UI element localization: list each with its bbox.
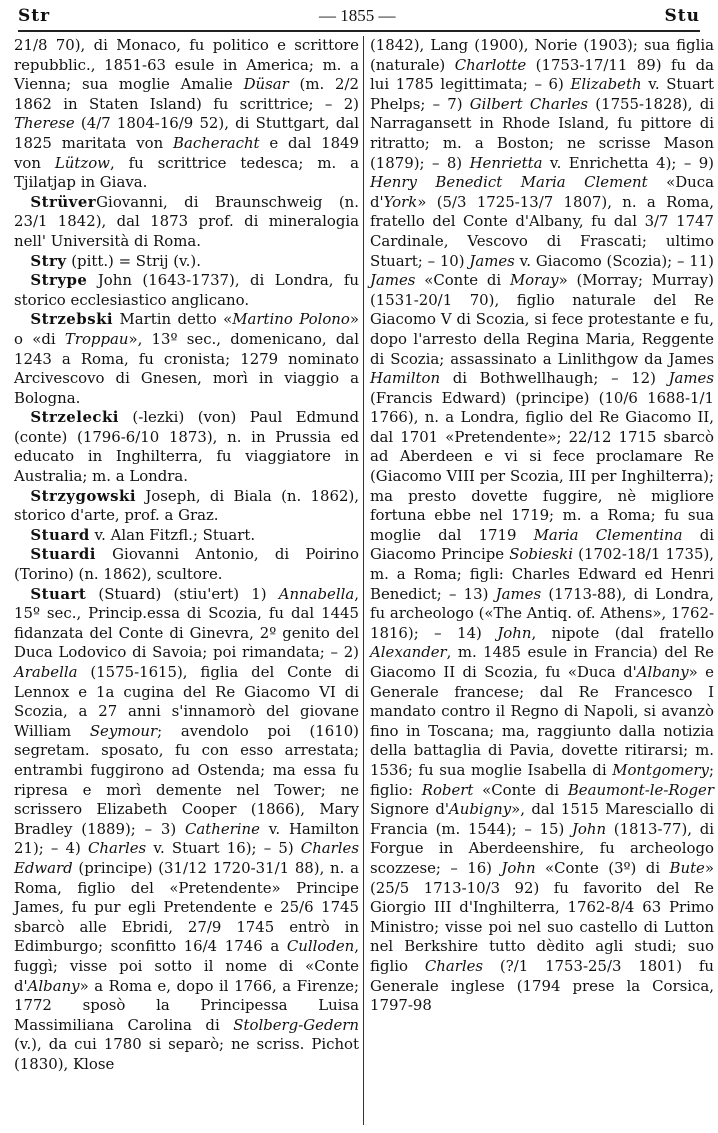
entry-stry: Stry (pitt.) = Strij (v.). [30,251,201,270]
entry-continuation: 21/8 70), di Monaco, fu politico e scrittore repubblic., 1851-63 esule in America; m. a Vienna; sua moglie Amalie Düsar (m. 2/2 1862 in Staten Island) fu scrittrice; – 2) Therese (4/7 1804-16/9 52), di Stuttgart, dal 1825 maritata von Bacheracht e dal 1849 von Lützow, fu scrittrice tedesca; m. a Tjilatjap in Giava. [14,36,359,192]
headword: Stry [30,251,67,270]
headword: Strype [30,271,88,290]
headword: Strzelecki [30,408,119,427]
entry-strzygowski: Strzygowski Joseph, di Biala (n. 1862), storico d'arte, prof. a Graz. [14,486,359,525]
entry-stuart: Stuart (Stuard) (stiu'ert) 1) Annabella, 15º sec., Princip.essa di Scozia, fu dal 1445 fidanzata del Conte di Ginevra, 2º genito del Duca Lodovico di Savoia; poi rimandata; – 2) Arabella (1575-1615), figlia del Conte di Lennox e 1a cugina del Re Giacomo VI di Scozia, a 27 anni s'innamorò del giovane William Seymour; avendolo poi (1610) segretam. sposato, fu con esso arrestata; entrambi fuggirono ad Ostenda; ma essa fu ripresa e morì demente nel Tower; ne scrissero Elizabeth Cooper (1866), Mary Bradley (1889); – 3) Catherine v. Hamilton 21); – 4) Charles v. Stuart 16); – 5) Charles Edward (principe) (31/12 1720-31/1 88), n. a Roma, figlio del «Pretendente» Principe James, fu pur egli Pretendente e 25/6 1745 sbarcò alle Ebridi, 27/9 1745 entrò in Edimburgo; sconfitto 16/4 1746 a Culloden, fuggì; visse poi sotto il nome di «Conte d'Albany» a Roma e, dopo il 1766, a Firenze; 1772 sposò la Principessa Luisa Massimiliana Carolina di Stolberg-Gedern (v.), da cui 1780 si separò; ne scriss. Pichot (1830), Klose [14,584,359,1073]
page-number: — 1855 — [319,6,396,25]
entry-stuard: Stuard v. Alan Fitzfl.; Stuart. [30,525,256,544]
entry-strype: Strype John (1643-1737), di Londra, fu storico ecclesiastico anglicano. [14,271,359,309]
header-rule [18,30,700,32]
entry-strzelecki: Strzelecki (-lezki) (von) Paul Edmund (conte) (1796-6/10 1873), n. in Prussia ed educato in Inghilterra, fu viaggiatore in Australia; m. a Londra. [14,408,359,486]
left-column [14,36,359,1074]
entry-stuart-continued: (1842), Lang (1900), Norie (1903); sua figlia (naturale) Charlotte (1753-17/11 89) fu da lui 1785 legittimata; – 6) Elizabeth v. Stuart Phelps; – 7) Gilbert Charles (1755-1828), di Narragansett in Rhode Island, fu pittore di ritratto; m. a Boston; ne scrisse Mason (1879); – 8) Henrietta v. Enrichetta 4); – 9) Henry Benedict Maria Clement «Duca d'York» (5/3 1725-13/7 1807), n. a Roma, fratello del Conte d'Albany, fu dal 3/7 1747 Cardinale, Vescovo di Frascati; ultimo Stuart; – 10) James v. Giacomo (Scozia); – 11) James «Conte di Moray» (Morray; Murray) (1531-20/1 70), figlio naturale del Re Giacomo V di Scozia, si fece protestante e fu, dopo l'arresto della Regina Maria, Reggente di Scozia; assassinato a Linlithgow da James Hamilton di Bothwellhaugh; – 12) James (Francis Edward) (principe) (10/6 1688-1/1 1766), n. a Londra, figlio del Re Giacomo II, dal 1701 «Pretendente»; 22/12 1715 sbarcò ad Aberdeen e vi si fece proclamare Re (Giacomo VIII per Scozia, III per Inghilterra); ma presto dovette fuggire, nè migliore fortuna ebbe nel 1719; m. a Roma; fu sua moglie dal 1719 Maria Clementina di Giacomo Principe Sobieski (1702-18/1 1735), m. a Roma; figli: Charles Edward ed Henri Benedict; – 13) James (1713-88), di Londra, fu archeologo («The Antiq. of. Athens», 1762-1816); – 14) John, nipote (dal fratello Alexander, m. 1485 esule in Francia) del Re Giacomo II di Scozia, fu «Duca d'Albany» e Generale francese; dal Re Francesco I mandato contro il Regno di Napoli, si avanzò fino in Toscana; ma, raggiunto dalla notizia della battaglia di Pavia, dovette ritirarsi; m. 1536; fu sua moglie Isabella di Montgomery; figlio: Robert «Conte di Beaumont-le-Roger Signore d'Aubigny», dal 1515 Maresciallo di Francia (m. 1544); – 15) John (1813-77), di Forgue in Aberdeenshire, fu archeologo scozzese; – 16) John «Conte (3º) di Bute» (25/5 1713-10/3 92) fu favorito del Re Giorgio III d'Inghilterra, 1762-8/4 63 Primo Ministro; visse poi nel suo castello di Lutton nel Berkshire tutto dèdito agli studi; suo figlio Charles (?/1 1753-25/3 1801) fu Generale inglese (1794 prese la Corsica, 1797-98 [370,36,715,1015]
headword: Stuard [30,525,90,544]
headword: Strzygowski [30,486,136,505]
headword: Strzebski [30,310,114,329]
entry-stuardi: Stuardi Giovanni Antonio, di Poirino (Torino) (n. 1862), scultore. [14,545,359,584]
headword: Stuardi [30,545,96,564]
guide-word-right: Stu [664,6,700,26]
entry-struever: StrüverGiovanni, di Braunschweig (n. 23/1 1842), dal 1873 prof. di mineralogia nell' Università di Roma. [14,192,359,250]
guide-word-left: Str [18,6,51,26]
column-divider [363,36,364,1125]
entry-strzebski: Strzebski Martin detto «Martino Polono» o «di Troppau», 13º sec., domenicano, dal 1243 a Roma, fu cronista; 1279 nominato Arcivescovo di Gnesen, morì in viaggio a Bologna. [14,310,359,407]
right-column [370,36,714,1016]
running-header [18,4,700,28]
headword: Strüver [30,192,97,211]
headword: Stuart [30,584,87,603]
